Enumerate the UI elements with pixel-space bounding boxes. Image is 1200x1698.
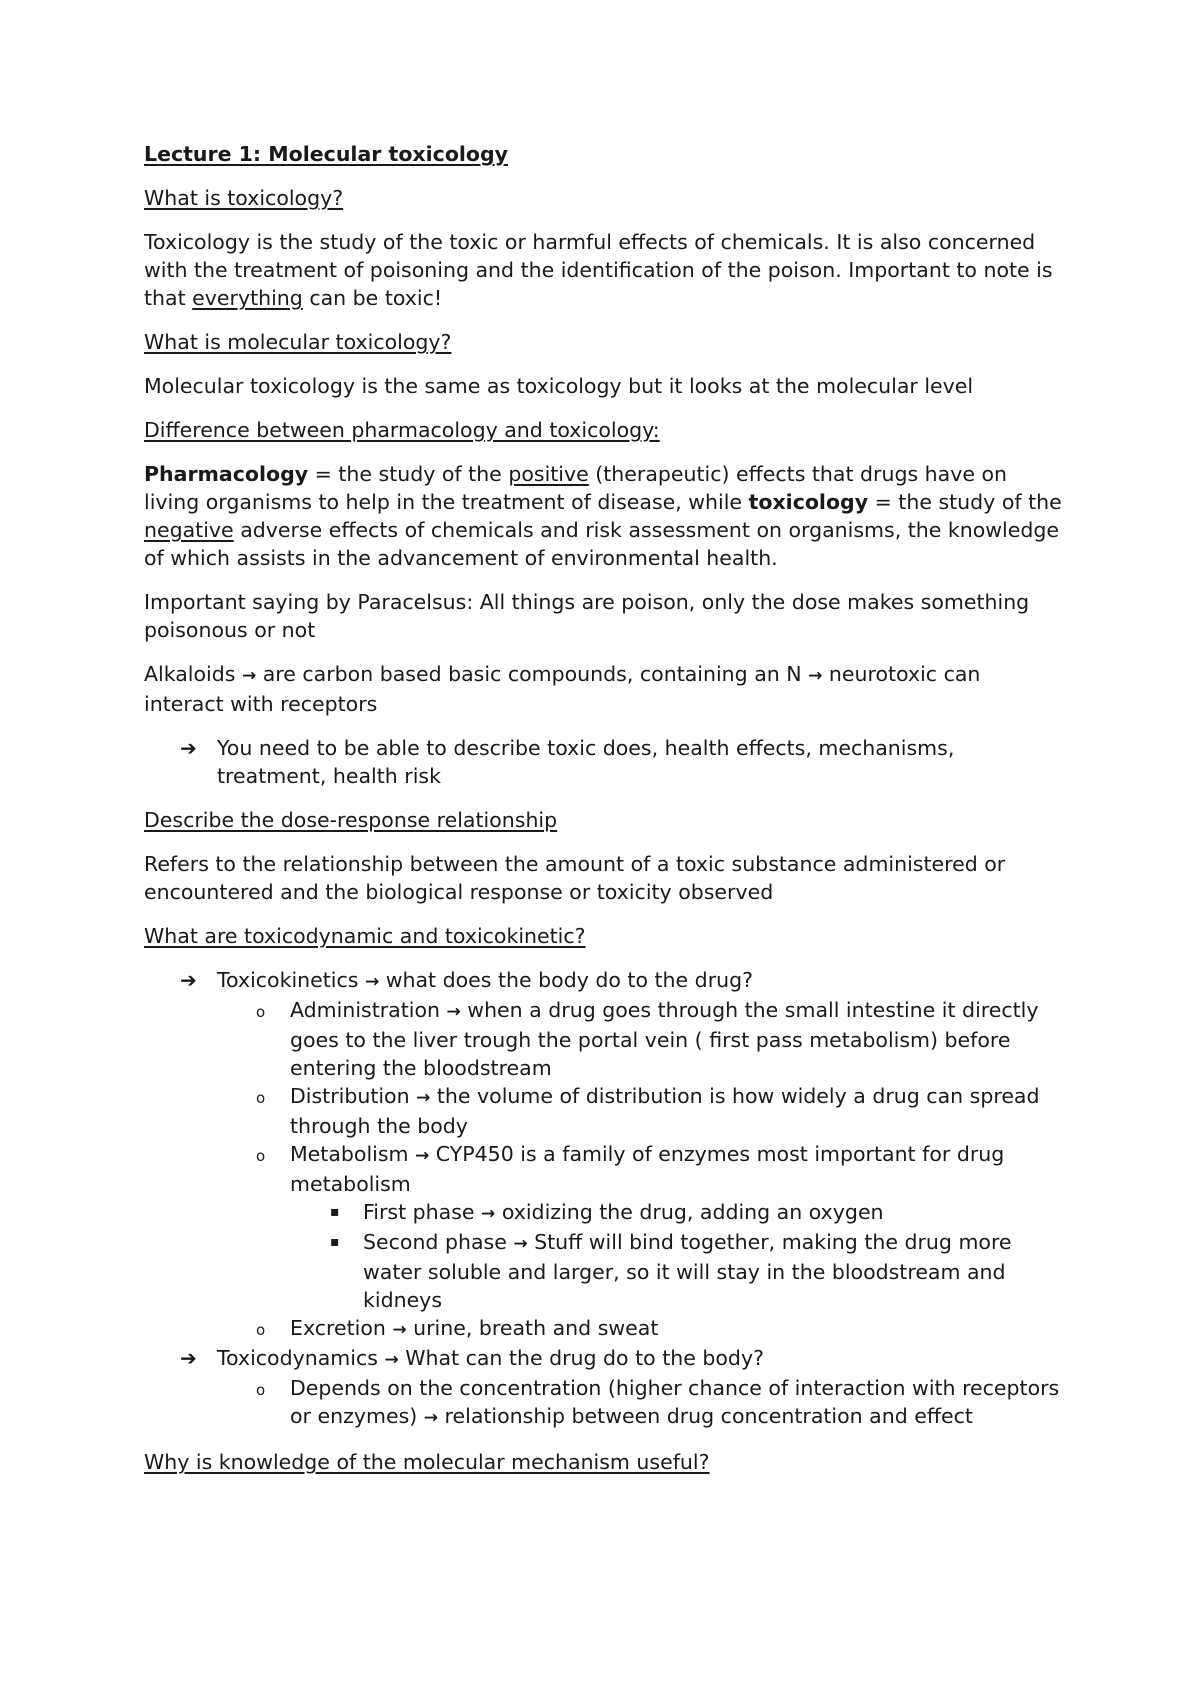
heading-molecular-toxicology: What is molecular toxicology?: [144, 330, 452, 354]
arrow-icon: →: [241, 666, 257, 686]
arrow-bullet-icon: ➔: [180, 736, 197, 760]
list-item: o Distribution → the volume of distribution is how widely a drug can spread through the body: [256, 1084, 1040, 1138]
heading-what-is-toxicology: What is toxicology?: [144, 186, 344, 210]
heading-molecular-mechanism: Why is knowledge of the molecular mechanism useful?: [144, 1450, 710, 1474]
list-item: o Depends on the concentration (higher chance of interaction with receptors or enzymes) → relationship between drug concentration and effect: [256, 1376, 1060, 1428]
term-pharmacology: Pharmacology: [144, 462, 309, 486]
page-title: Lecture 1: Molecular toxicology: [144, 142, 509, 166]
arrow-icon: →: [808, 666, 823, 686]
arrow-icon: →: [513, 1234, 528, 1254]
emphasis-everything: everything: [192, 286, 303, 310]
emphasis-positive: positive: [508, 462, 589, 486]
heading-dose-response: Describe the dose-response relationship: [144, 808, 558, 832]
arrow-icon: →: [481, 1204, 496, 1224]
arrow-bullet-icon: ➔: [180, 1346, 197, 1370]
paragraph-alkaloids: Alkaloids → are carbon based basic compounds, containing an N → neurotoxic can interact with receptors: [144, 662, 981, 716]
list-item: ▪ First phase → oxidizing the drug, adding an oxygen: [330, 1200, 884, 1224]
term-toxicology: toxicology: [748, 490, 869, 514]
square-bullet-icon: ▪: [330, 1234, 340, 1250]
arrow-icon: →: [416, 1088, 431, 1108]
toxicology-list: [144, 966, 1064, 1432]
paragraph-pharmacology-vs-toxicology: Pharmacology = the study of the positive (therapeutic) effects that drugs have on living organisms to help in the treatment of disease, while toxicology = the study of the negative adverse effects of chemicals and risk assessment on organisms, the knowledge of which assists in the advancement of environmental health.: [144, 462, 1062, 570]
heading-pharmacology-vs-toxicology: Difference between pharmacology and toxicology:: [144, 418, 660, 442]
arrow-icon: →: [364, 972, 380, 992]
arrow-icon: →: [446, 1002, 461, 1022]
paragraph-paracelsus: Important saying by Paracelsus: All things are poison, only the dose makes something poisonous or not: [144, 590, 1030, 642]
square-bullet-icon: ▪: [330, 1204, 340, 1220]
list-item: ➔ Toxicodynamics → What can the drug do to the body?: [180, 1346, 764, 1370]
document-page: [144, 140, 1064, 1492]
list-item: o Metabolism → CYP450 is a family of enzymes most important for drug metabolism: [256, 1142, 1005, 1196]
heading-toxicodynamic-toxicokinetic: What are toxicodynamic and toxicokinetic?: [144, 924, 586, 948]
circle-bullet-icon: o: [256, 1147, 266, 1165]
circle-bullet-icon: o: [256, 1381, 266, 1399]
arrow-icon: →: [384, 1350, 399, 1370]
list-item: ➔ You need to be able to describe toxic does, health effects, mechanisms, treatment, health risk: [180, 736, 955, 788]
paragraph-molecular-toxicology: Molecular toxicology is the same as toxicology but it looks at the molecular level: [144, 374, 974, 398]
arrow-icon: →: [392, 1320, 407, 1340]
list-item: o Administration → when a drug goes through the small intestine it directly goes to the liver trough the portal vein ( first pass metabolism) before entering the bloodstream: [256, 998, 1039, 1080]
circle-bullet-icon: o: [256, 1089, 266, 1107]
circle-bullet-icon: o: [256, 1003, 266, 1021]
arrow-bullet-icon: ➔: [180, 968, 197, 992]
list-item: o Excretion → urine, breath and sweat: [144, 1314, 1064, 1344]
arrow-icon: →: [415, 1146, 430, 1166]
emphasis-negative: negative: [144, 518, 234, 542]
list-item: ➔ Toxicokinetics → what does the body do to the drug?: [180, 968, 754, 992]
arrow-icon: →: [423, 1408, 439, 1428]
circle-bullet-icon: o: [256, 1321, 266, 1339]
list-item: ▪ Second phase → Stuff will bind together, making the drug more water soluble and larger, so it will stay in the bloodstream and kidneys: [330, 1230, 1012, 1312]
paragraph-dose-response: Refers to the relationship between the amount of a toxic substance administered or encountered and the biological response or toxicity observed: [144, 852, 1006, 904]
paragraph-toxicology-definition: Toxicology is the study of the toxic or harmful effects of chemicals. It is also concerned with the treatment of poisoning and the identification of the poison. Important to note is that everything can be toxic!: [144, 230, 1053, 310]
